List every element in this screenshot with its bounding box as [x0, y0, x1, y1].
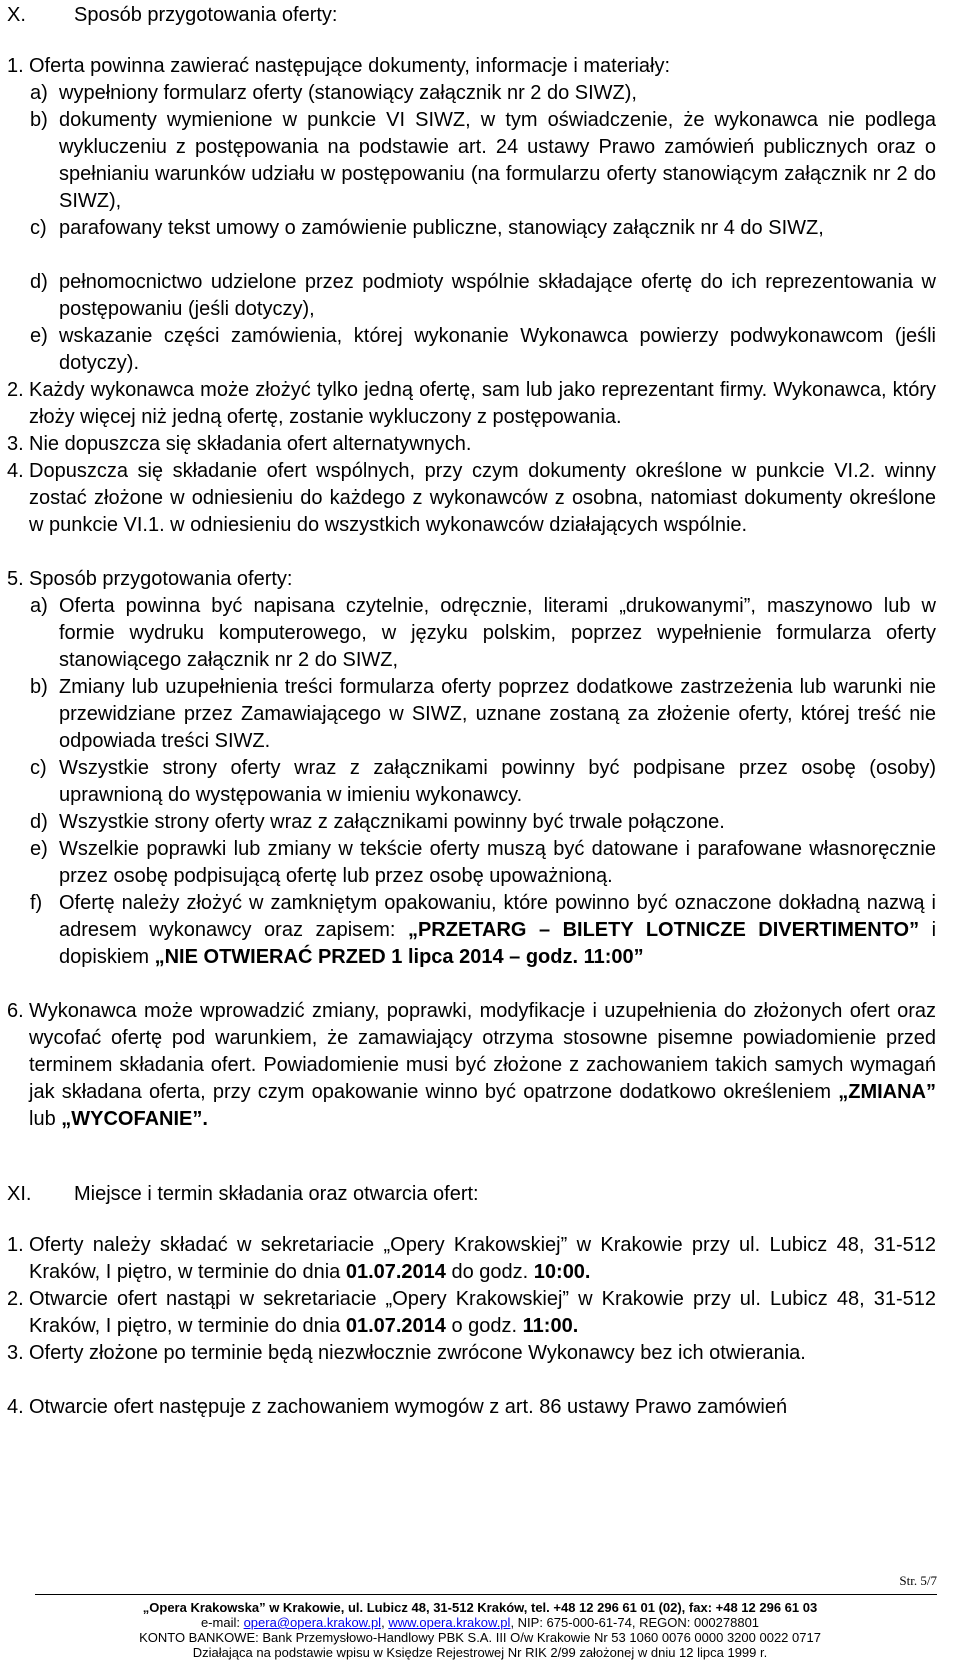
item-text: Każdy wykonawca może złożyć tylko jedną ofertę, sam lub jako reprezentant firmy. Wykonawca, który złoży więcej niż jedną ofertę, zostanie wykluczony z postępowania. — [29, 379, 936, 428]
list-item — [7, 1340, 936, 1367]
page-footer — [0, 1600, 960, 1660]
text-run: i dopiskiem — [59, 919, 937, 968]
text-run: lub — [29, 1108, 62, 1130]
item-letter: c) — [30, 757, 47, 779]
list-item — [30, 215, 936, 242]
list-item — [30, 323, 936, 377]
item-text: Wszelkie poprawki lub zmiany w tekście oferty muszą być datowane i parafowane własnoręcznie przez osobę podpisującą ofertę lub przez osobę upoważnioną. — [59, 838, 936, 887]
item-letter: d) — [30, 271, 48, 293]
item-number: 3. — [7, 1342, 24, 1364]
bold-text-run: „PRZETARG – BILETY LOTNICZE DIVERTIMENTO” — [407, 919, 920, 941]
item-number: 2. — [7, 1288, 24, 1310]
footer-ids: , NIP: 675-000-61-74, REGON: 000278801 — [510, 1615, 760, 1630]
list-item — [30, 809, 936, 836]
list-item — [30, 80, 936, 107]
item-text: pełnomocnictwo udzielone przez podmioty wspólnie składające ofertę do ich reprezentowania w postępowaniu (jeśli dotyczy), — [59, 271, 936, 320]
item-letter: a) — [30, 595, 48, 617]
list-item — [30, 674, 936, 755]
item-text: Wszystkie strony oferty wraz z załącznikami powinny być trwale połączone. — [59, 811, 725, 833]
item-text: Oferta powinna zawierać następujące dokumenty, informacje i materiały: — [29, 55, 671, 77]
item-number: 5. — [7, 568, 24, 590]
item-text: Oferta powinna być napisana czytelnie, odręcznie, literami „drukowanymi”, maszynowo lub w formie wydruku komputerowego, w języku polskim, poprzez wypełnienie formularza oferty stanowiącego załącznik nr 2 do SIWZ, — [59, 595, 936, 671]
item-text: parafowany tekst umowy o zamówienie publiczne, stanowiący załącznik nr 4 do SIWZ, — [59, 217, 824, 239]
section-title: Sposób przygotowania oferty: — [74, 4, 338, 26]
item-text — [29, 1232, 936, 1286]
bold-text-run: „NIE OTWIERAĆ PRZED 1 lipca 2014 – godz. 11:00” — [154, 946, 644, 968]
section-heading-x — [7, 2, 338, 28]
list-item — [30, 755, 936, 809]
item-text: Wszystkie strony oferty wraz z załącznikami powinny być podpisane przez osobę (osoby) uprawnioną do występowania w imieniu wykonawcy. — [59, 757, 936, 806]
list-item — [7, 1232, 936, 1286]
text-run: Wykonawca może wprowadzić zmiany, poprawki, modyfikacje i uzupełnienia do złożonych ofert oraz wycofać ofertę pod warunkiem, że zamawiający otrzyma stosowne pisemne powiadomienie przed terminem składania ofert. Powiadomienie musi być złożone z zachowaniem takich samych wymagań jak składana oferta, przy czym opakowanie winno być opatrzone dodatkowo określeniem — [29, 1000, 936, 1103]
item-number: 2. — [7, 379, 24, 401]
footer-registry: Działająca na podstawie wpisu w Księdze Rejestrowej Nr RIK 2/99 założonej w dniu 12 lipca 1999 r. — [192, 1645, 768, 1660]
bold-text-run: 11:00. — [522, 1315, 579, 1337]
item-number: 6. — [7, 1000, 24, 1022]
item-text: Dopuszcza się składanie ofert wspólnych, przy czym dokumenty określone w punkcie VI.2. winny zostać złożone w odniesieniu do każdego z wykonawców z osobna, natomiast dokumenty określone w punkcie VI.1. w odniesieniu do wszystkich wykonawców działających wspólnie. — [29, 460, 936, 536]
item-text: Otwarcie ofert następuje z zachowaniem wymogów z art. 86 ustawy Prawo zamówień — [29, 1396, 788, 1418]
item-letter: d) — [30, 811, 48, 833]
page-number: Str. 5/7 — [899, 1573, 937, 1588]
list-item — [7, 998, 936, 1133]
item-text: dokumenty wymienione w punkcie VI SIWZ, w tym oświadczenie, że wykonawca nie podlega wykluczeniu z postępowania na podstawie art. 24 ustawy Prawo zamówień publicznych oraz o spełnianiu warunków udziału w postępowaniu (na formularzu oferty stanowiącym załącznik nr 2 do SIWZ), — [59, 109, 936, 212]
item-number: 1. — [7, 55, 24, 77]
item-number: 4. — [7, 1396, 24, 1418]
item-number: 4. — [7, 460, 24, 482]
footer-bank-account: KONTO BANKOWE: Bank Przemysłowo-Handlowy PBK S.A. III O/w Krakowie Nr 53 1060 0076 0000 3200 0022 0717 — [139, 1630, 821, 1645]
website-link[interactable]: www.opera.krakow.pl — [388, 1615, 511, 1630]
text-run: Otwarcie ofert nastąpi w sekretariacie „Opery Krakowskiej” w Krakowie przy ul. Lubicz 48, 31-512 Kraków, I piętro, w terminie do dnia — [29, 1288, 936, 1337]
bold-text-run: 10:00. — [533, 1261, 591, 1283]
item-text: wskazanie części zamówienia, której wykonanie Wykonawca powierzy podwykonawcom (jeśli dotyczy). — [59, 325, 936, 374]
list-item — [7, 566, 936, 593]
bold-text-run: 01.07.2014 — [345, 1261, 446, 1283]
footer-contact — [0, 1615, 960, 1630]
text-run: o godz. — [445, 1315, 523, 1337]
section-number: XI. — [7, 1183, 32, 1205]
item-letter: c) — [30, 217, 47, 239]
item-letter: e) — [30, 325, 48, 347]
section-heading-xi — [7, 1181, 479, 1207]
section-title: Miejsce i termin składania oraz otwarcia ofert: — [74, 1183, 479, 1205]
email-link[interactable]: opera@opera.krakow.pl — [243, 1615, 382, 1630]
list-item — [30, 890, 936, 971]
item-number: 3. — [7, 433, 24, 455]
item-letter: b) — [30, 109, 48, 131]
footer-divider — [35, 1594, 937, 1595]
item-letter: e) — [30, 838, 48, 860]
bold-text-run: 01.07.2014 — [345, 1315, 446, 1337]
text-run: do godz. — [445, 1261, 534, 1283]
list-item — [30, 107, 936, 215]
text-run: Oferty należy składać w sekretariacie „Opery Krakowskiej” w Krakowie przy ul. Lubicz 48, 31-512 Kraków, I piętro, w terminie do dnia — [29, 1234, 936, 1283]
footer-email-prefix: e-mail: — [200, 1615, 244, 1630]
list-item — [7, 431, 936, 458]
list-item — [7, 1394, 936, 1421]
item-letter: b) — [30, 676, 48, 698]
item-text: Zmiany lub uzupełnienia treści formularza oferty poprzez dodatkowe zastrzeżenia lub warunki nie przewidziane przez Zamawiającego w SIWZ, uznane zostaną za złożenie oferty, której treść nie odpowiada treści SIWZ. — [59, 676, 936, 752]
item-text — [59, 890, 936, 971]
list-item — [30, 269, 936, 323]
bold-text-run: „ZMIANA” — [838, 1081, 936, 1103]
text-run: Ofertę należy złożyć w zamkniętym opakowaniu, które powinno być oznaczone dokładną nazwą i adresem wykonawcy oraz zapisem: — [59, 892, 936, 941]
bold-text-run: „WYCOFANIE”. — [61, 1108, 208, 1130]
item-text — [29, 1286, 936, 1340]
item-number: 1. — [7, 1234, 24, 1256]
list-item — [7, 1286, 936, 1340]
item-text: Oferty złożone po terminie będą niezwłocznie zwrócone Wykonawcy bez ich otwierania. — [29, 1342, 806, 1364]
footer-separator: , — [381, 1615, 389, 1630]
item-text — [29, 998, 936, 1133]
section-number: X. — [7, 4, 26, 26]
item-text: Sposób przygotowania oferty: — [29, 568, 293, 590]
list-item — [7, 377, 936, 431]
list-item — [7, 458, 936, 539]
item-text: Nie dopuszcza się składania ofert alternatywnych. — [29, 433, 472, 455]
list-item — [7, 53, 936, 80]
item-letter: f) — [30, 892, 43, 914]
list-item — [30, 836, 936, 890]
footer-address: „Opera Krakowska” w Krakowie, ul. Lubicz 48, 31-512 Kraków, tel. +48 12 296 61 01 (02), fax: +48 12 296 61 03 — [142, 1600, 818, 1615]
list-item — [30, 593, 936, 674]
item-text: wypełniony formularz oferty (stanowiący załącznik nr 2 do SIWZ), — [59, 82, 637, 104]
item-letter: a) — [30, 82, 48, 104]
